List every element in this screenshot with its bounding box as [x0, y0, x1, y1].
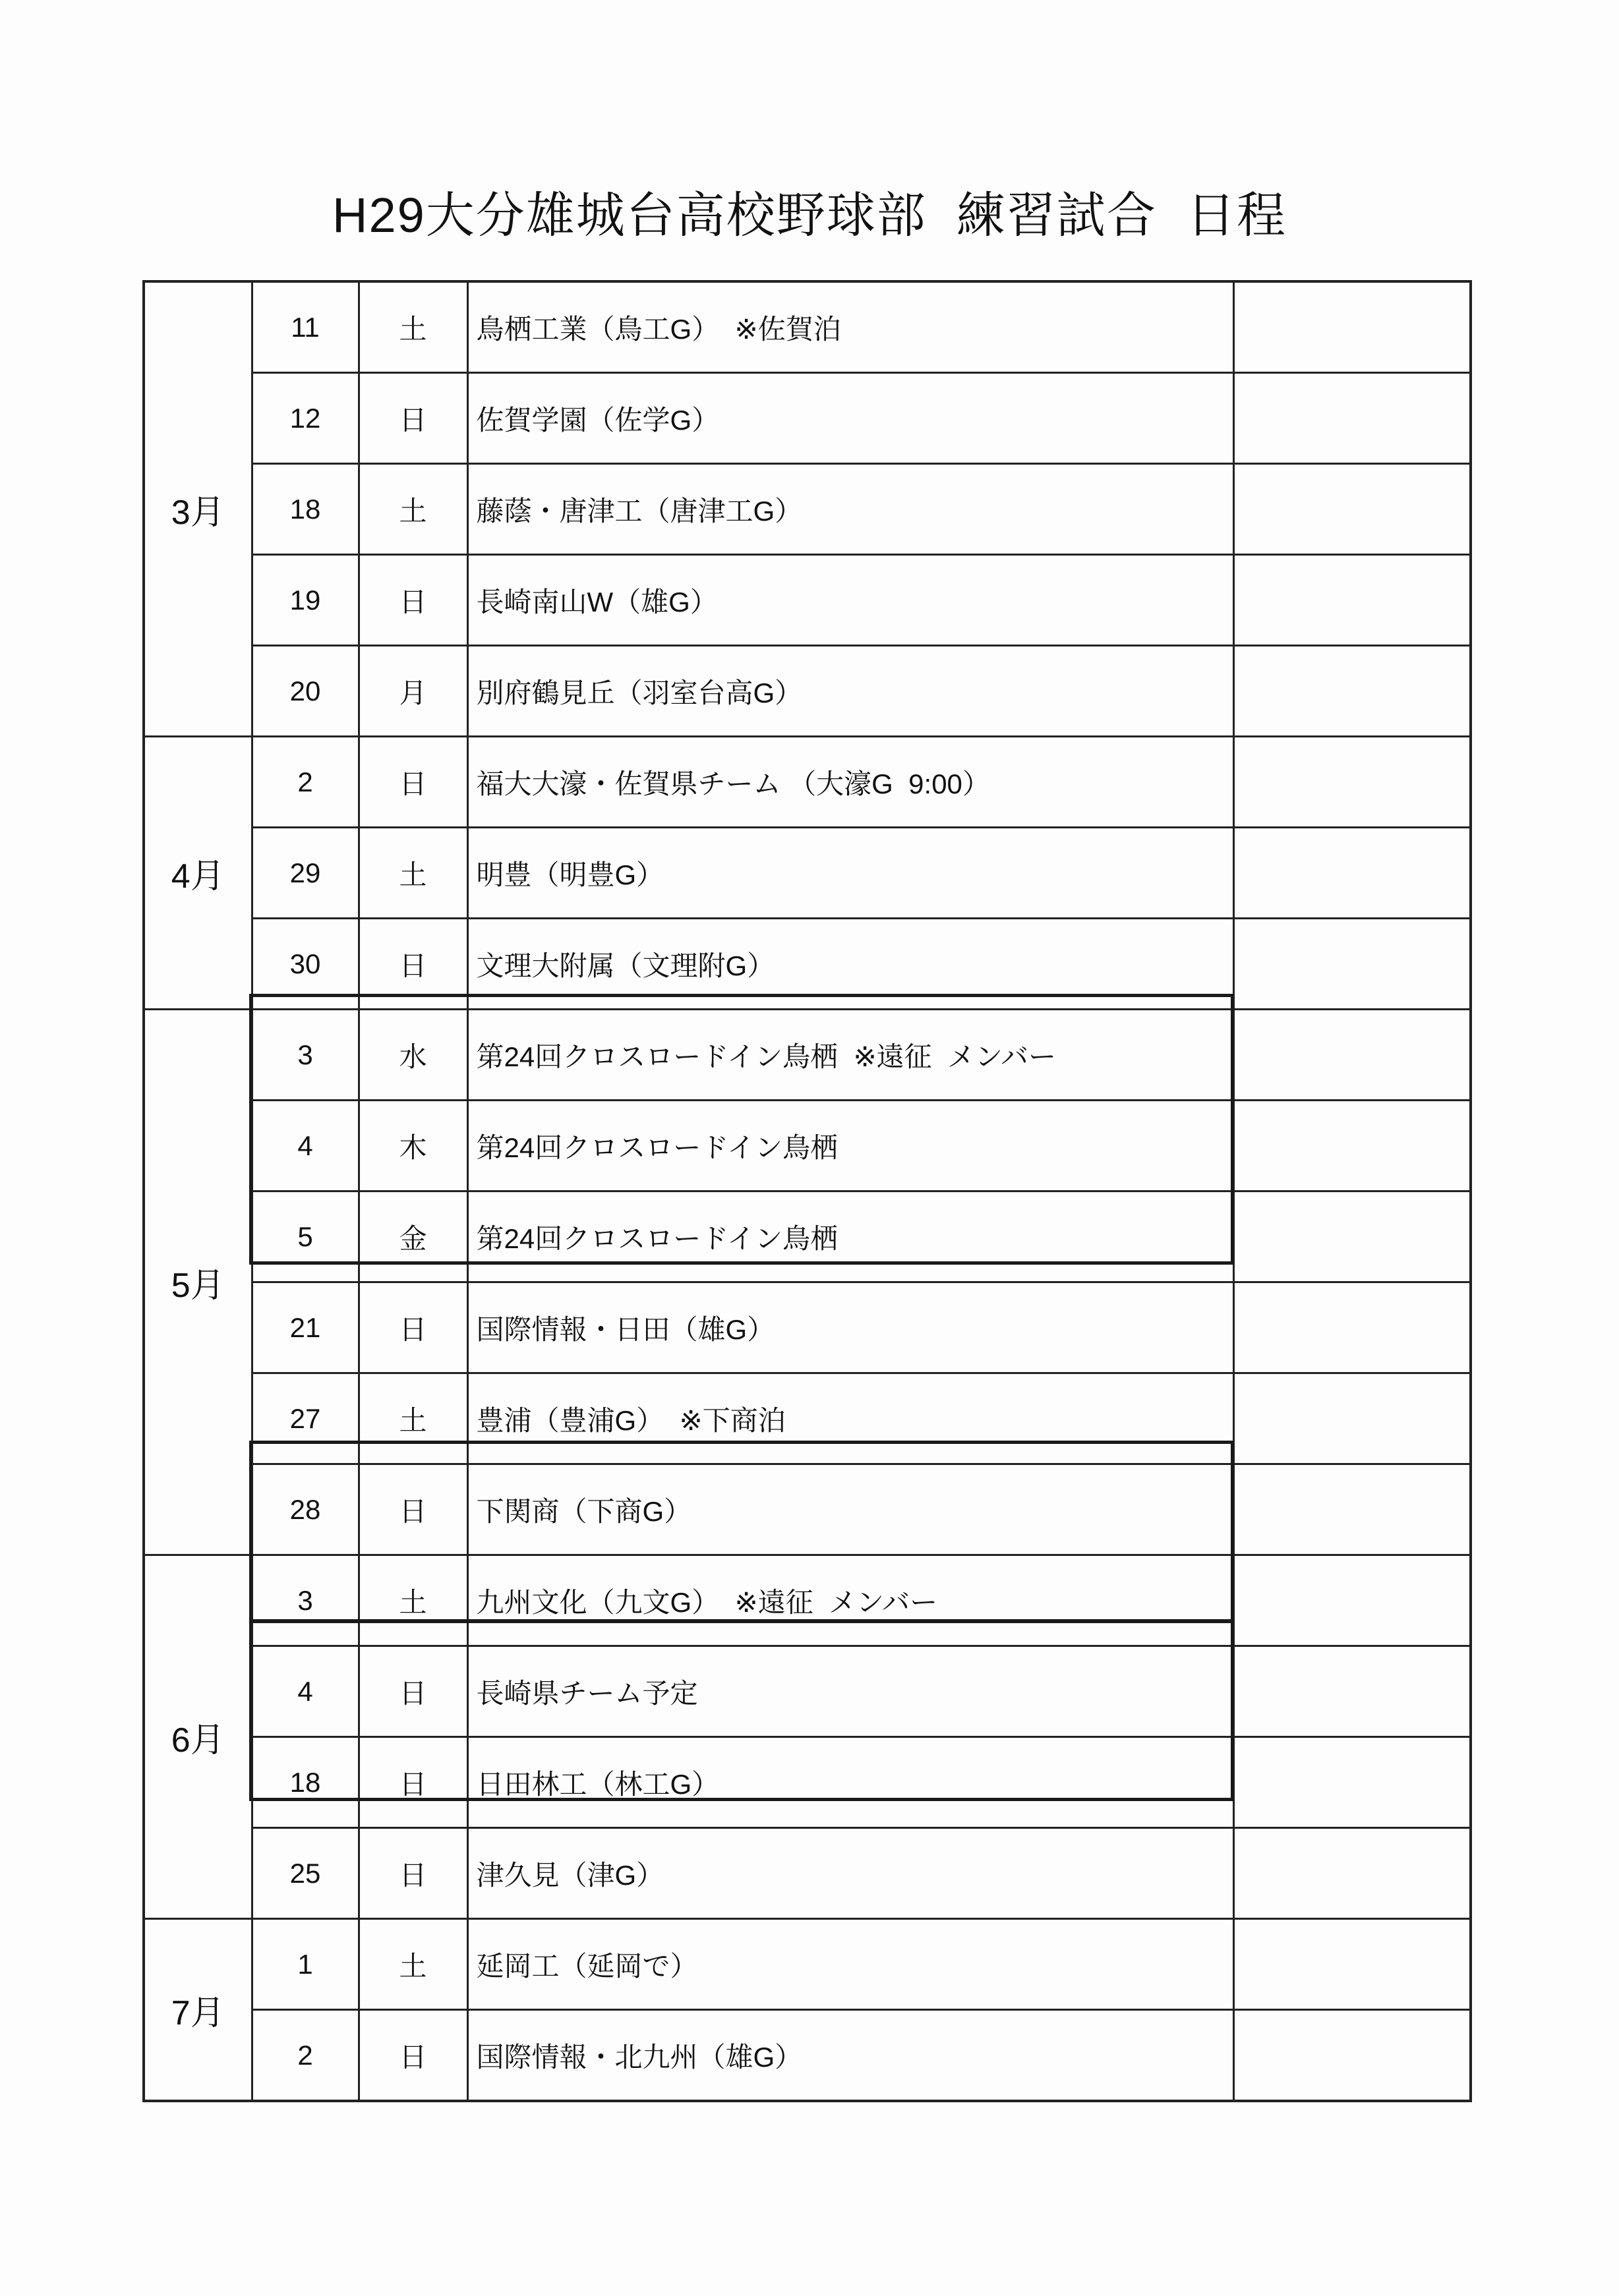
note-cell: [1233, 1737, 1471, 1828]
event-cell: 国際情報・北九州（雄G）: [467, 2010, 1233, 2102]
table-row: [144, 1919, 1471, 2010]
month-cell: 7月: [144, 1919, 252, 2102]
weekday-cell: 日: [359, 1737, 467, 1828]
day-cell: 4: [252, 1101, 359, 1191]
event-cell: 鳥栖工業（鳥工G） ※佐賀泊: [467, 281, 1233, 373]
day-cell: 25: [252, 1828, 359, 1919]
note-cell: [1233, 464, 1471, 555]
weekday-cell: 土: [359, 1555, 467, 1646]
event-cell: 文理大附属（文理附G）: [467, 919, 1233, 1010]
note-cell: [1233, 1282, 1471, 1373]
table-row: [144, 828, 1471, 919]
event-cell: 日田林工（林工G）: [467, 1737, 1233, 1828]
weekday-cell: 日: [359, 1282, 467, 1373]
weekday-cell: 木: [359, 1101, 467, 1191]
month-cell: 6月: [144, 1555, 252, 1919]
event-cell: 第24回クロスロードイン鳥栖: [467, 1191, 1233, 1282]
note-cell: [1233, 2010, 1471, 2102]
month-cell: 5月: [144, 1010, 252, 1555]
note-cell: [1233, 1555, 1471, 1646]
note-cell: [1233, 1010, 1471, 1101]
event-cell: 津久見（津G）: [467, 1828, 1233, 1919]
event-cell: 豊浦（豊浦G） ※下商泊: [467, 1373, 1233, 1464]
day-cell: 19: [252, 555, 359, 646]
day-cell: 30: [252, 919, 359, 1010]
day-cell: 1: [252, 1919, 359, 2010]
day-cell: 27: [252, 1373, 359, 1464]
day-cell: 29: [252, 828, 359, 919]
page-title: H29大分雄城台高校野球部 練習試合 日程: [332, 188, 1287, 243]
day-cell: 5: [252, 1191, 359, 1282]
note-cell: [1233, 1828, 1471, 1919]
table-row: [144, 1737, 1471, 1828]
weekday-cell: 日: [359, 373, 467, 464]
weekday-cell: 日: [359, 2010, 467, 2102]
table-row: [144, 464, 1471, 555]
weekday-cell: 日: [359, 1646, 467, 1737]
table-row: [144, 555, 1471, 646]
table-row: [144, 1555, 1471, 1646]
day-cell: 2: [252, 2010, 359, 2102]
table-row: [144, 646, 1471, 737]
weekday-cell: 日: [359, 1464, 467, 1555]
weekday-cell: 水: [359, 1010, 467, 1101]
table-row: [144, 281, 1471, 373]
table-row: [144, 373, 1471, 464]
event-cell: 長崎南山W（雄G）: [467, 555, 1233, 646]
note-cell: [1233, 1646, 1471, 1737]
weekday-cell: 土: [359, 1373, 467, 1464]
table-row: [144, 919, 1471, 1010]
day-cell: 18: [252, 464, 359, 555]
weekday-cell: 日: [359, 919, 467, 1010]
note-cell: [1233, 1919, 1471, 2010]
table-row: [144, 1010, 1471, 1101]
note-cell: [1233, 919, 1471, 1010]
event-cell: 第24回クロスロードイン鳥栖 ※遠征 メンバー: [467, 1010, 1233, 1101]
event-cell: 長崎県チーム予定: [467, 1646, 1233, 1737]
day-cell: 28: [252, 1464, 359, 1555]
table-row: [144, 1191, 1471, 1282]
weekday-cell: 土: [359, 828, 467, 919]
event-cell: 九州文化（九文G） ※遠征 メンバー: [467, 1555, 1233, 1646]
event-cell: 別府鶴見丘（羽室台高G）: [467, 646, 1233, 737]
note-cell: [1233, 1101, 1471, 1191]
day-cell: 3: [252, 1555, 359, 1646]
weekday-cell: 金: [359, 1191, 467, 1282]
event-cell: 下関商（下商G）: [467, 1464, 1233, 1555]
event-cell: 第24回クロスロードイン鳥栖: [467, 1101, 1233, 1191]
schedule-table: [142, 280, 1472, 2102]
event-cell: 明豊（明豊G）: [467, 828, 1233, 919]
day-cell: 3: [252, 1010, 359, 1101]
month-cell: 4月: [144, 737, 252, 1010]
event-cell: 福大大濠・佐賀県チーム （大濠G 9:00）: [467, 737, 1233, 828]
note-cell: [1233, 555, 1471, 646]
note-cell: [1233, 828, 1471, 919]
note-cell: [1233, 646, 1471, 737]
weekday-cell: 日: [359, 1828, 467, 1919]
table-row: [144, 2010, 1471, 2102]
day-cell: 21: [252, 1282, 359, 1373]
table-row: [144, 737, 1471, 828]
day-cell: 4: [252, 1646, 359, 1737]
note-cell: [1233, 737, 1471, 828]
note-cell: [1233, 1191, 1471, 1282]
month-cell: 3月: [144, 281, 252, 737]
table-row: [144, 1828, 1471, 1919]
note-cell: [1233, 281, 1471, 373]
note-cell: [1233, 1464, 1471, 1555]
event-cell: 国際情報・日田（雄G）: [467, 1282, 1233, 1373]
day-cell: 11: [252, 281, 359, 373]
table-row: [144, 1373, 1471, 1464]
table-row: [144, 1101, 1471, 1191]
table-row: [144, 1464, 1471, 1555]
note-cell: [1233, 373, 1471, 464]
day-cell: 20: [252, 646, 359, 737]
day-cell: 12: [252, 373, 359, 464]
table-row: [144, 1282, 1471, 1373]
weekday-cell: 日: [359, 555, 467, 646]
weekday-cell: 土: [359, 1919, 467, 2010]
note-cell: [1233, 1373, 1471, 1464]
event-cell: 延岡工（延岡で）: [467, 1919, 1233, 2010]
weekday-cell: 土: [359, 464, 467, 555]
weekday-cell: 日: [359, 737, 467, 828]
event-cell: 藤蔭・唐津工（唐津工G）: [467, 464, 1233, 555]
day-cell: 18: [252, 1737, 359, 1828]
weekday-cell: 土: [359, 281, 467, 373]
weekday-cell: 月: [359, 646, 467, 737]
event-cell: 佐賀学園（佐学G）: [467, 373, 1233, 464]
table-row: [144, 1646, 1471, 1737]
day-cell: 2: [252, 737, 359, 828]
